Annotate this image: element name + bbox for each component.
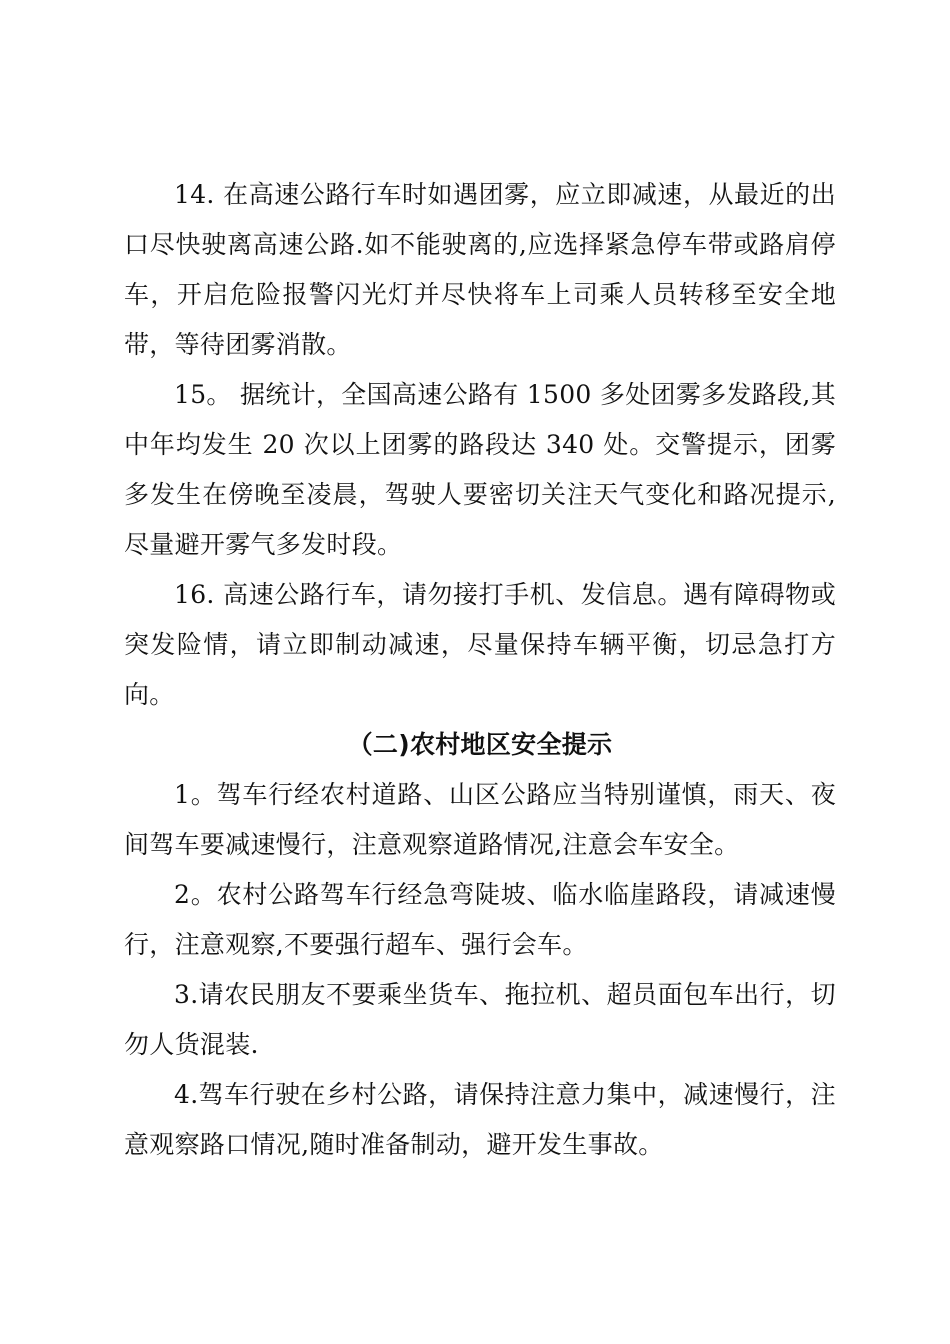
paragraph-14: 14. 在高速公路行车时如遇团雾，应立即减速，从最近的出口尽快驶离高速公路.如不能驶离的,应选择紧急停车带或路肩停车，开启危险报警闪光灯并尽快将车上司乘人员转移至安全地带，等待团雾消散。 [124, 180, 836, 359]
section-heading: （二)农村地区安全提示 [347, 730, 613, 759]
document-body [124, 170, 836, 1170]
rural-tip-4: 4.驾车行驶在乡村公路，请保持注意力集中，减速慢行，注意观察路口情况,随时准备制动，避开发生事故。 [124, 1080, 836, 1159]
rural-tip-2: 2。农村公路驾车行经急弯陡坡、临水临崖路段，请减速慢行，注意观察,不要强行超车、强行会车。 [124, 880, 836, 959]
paragraph-15: 15。 据统计，全国高速公路有 1500 多处团雾多发路段,其中年均发生 20 次以上团雾的路段达 340 处。交警提示，团雾多发生在傍晚至凌晨，驾驶人要密切关注天气变化和路况提示,尽量避开雾气多发时段。 [124, 380, 836, 559]
rural-tip-3: 3.请农民朋友不要乘坐货车、拖拉机、超员面包车出行，切勿人货混装. [124, 980, 836, 1059]
rural-tip-1: 1。驾车行经农村道路、山区公路应当特别谨慎，雨天、夜间驾车要减速慢行，注意观察道路情况,注意会车安全。 [124, 780, 836, 859]
paragraph-16: 16. 高速公路行车，请勿接打手机、发信息。遇有障碍物或突发险情，请立即制动减速，尽量保持车辆平衡，切忌急打方向。 [124, 580, 836, 709]
